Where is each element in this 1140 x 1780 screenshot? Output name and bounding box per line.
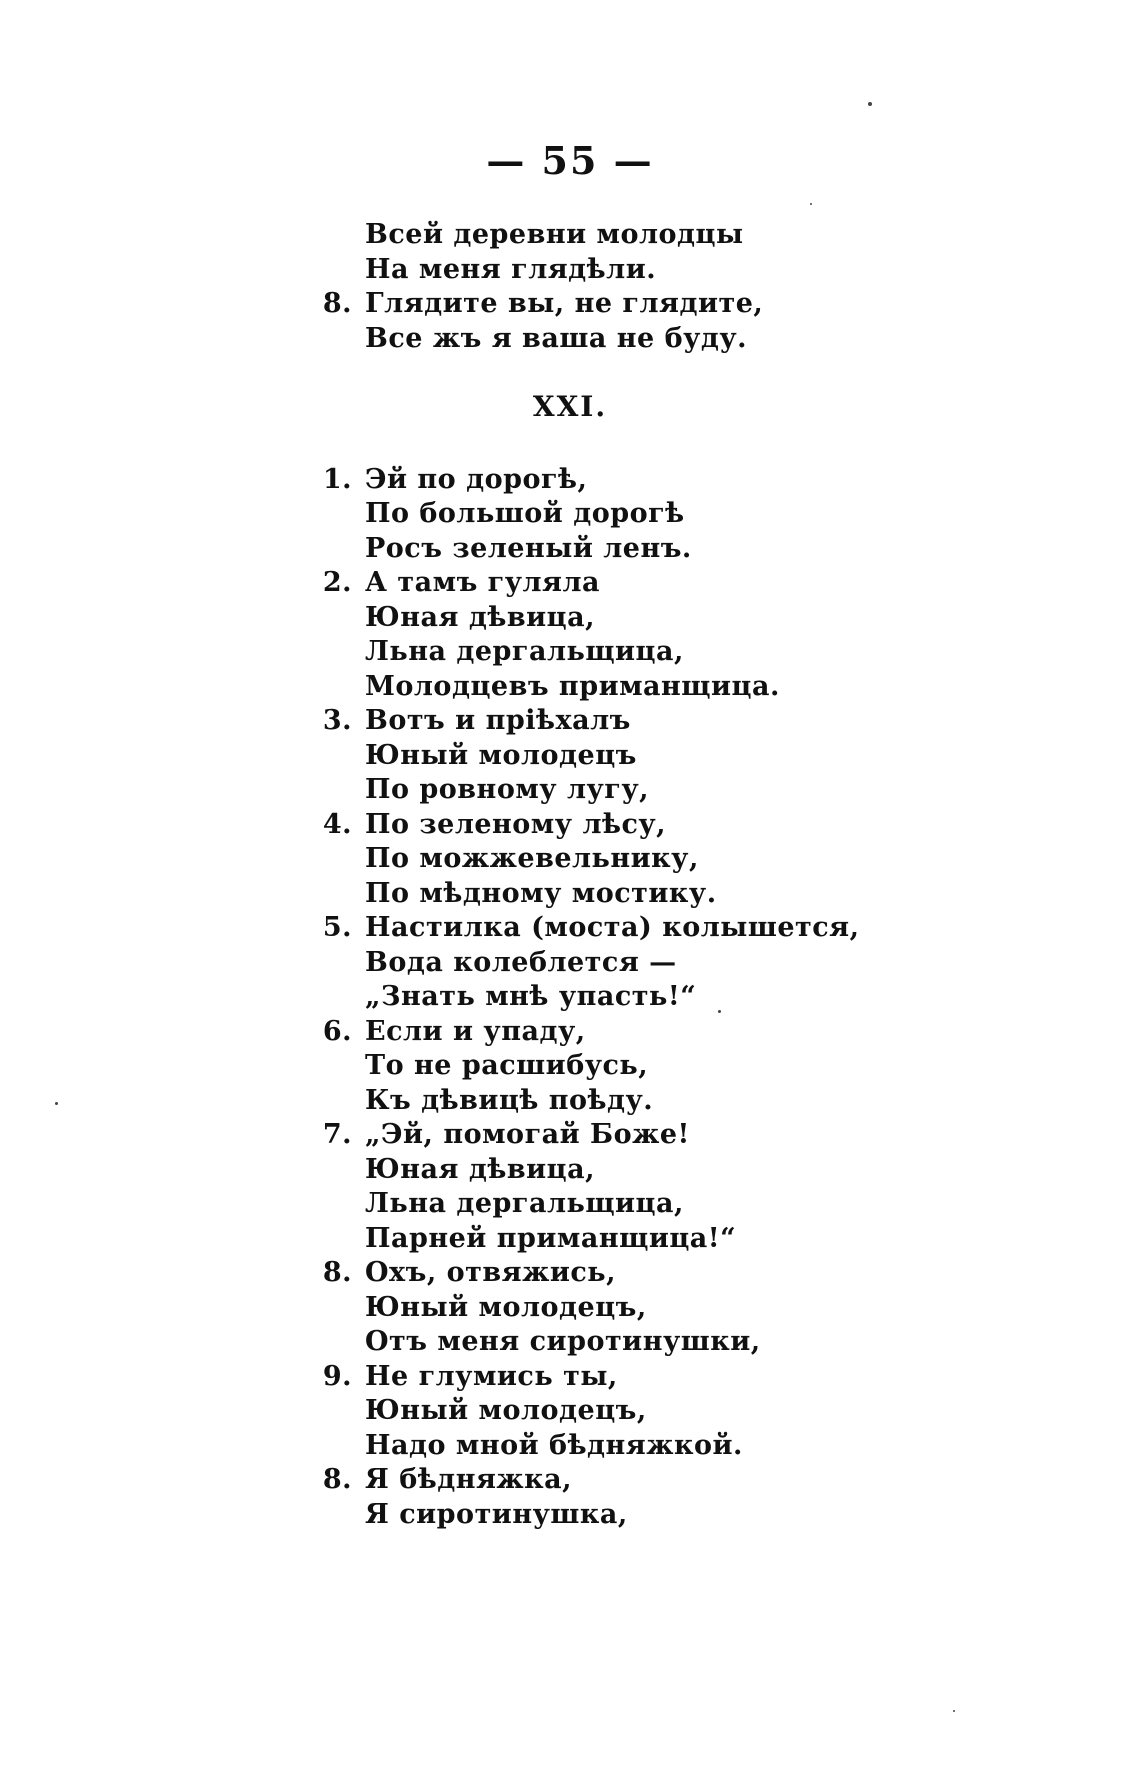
verse-line: [360, 1153, 880, 1188]
verse-text: Парней приманщица!“: [365, 1222, 737, 1254]
verse-text: Эй по дорогѣ,: [365, 463, 588, 495]
verse-text: Росъ зеленый ленъ.: [365, 532, 692, 564]
verse-line: [360, 635, 880, 670]
poem-body: [322, 218, 880, 1532]
scan-speck: [953, 1710, 955, 1712]
verse-line: [322, 808, 880, 843]
song-verses: [322, 463, 880, 1533]
page-number: — 55 —: [486, 138, 654, 183]
verse-line: [322, 1256, 880, 1291]
verse-line: [360, 497, 880, 532]
verse-text: Юный молодецъ,: [365, 1395, 647, 1426]
verse-line: [322, 566, 880, 601]
verse-text: Я бѣдняжка,: [365, 1464, 573, 1495]
verse-text: Молодцевъ приманщица.: [365, 670, 780, 702]
verse-line: [360, 253, 880, 288]
verse-line: [322, 1118, 880, 1153]
verse-number: 1.: [322, 463, 352, 495]
verse-line: [322, 463, 880, 498]
verse-number: 8.: [322, 1464, 352, 1495]
verse-text: Не глумись ты,: [365, 1360, 618, 1392]
verse-line: [360, 946, 880, 981]
verse-line: [360, 532, 880, 567]
scan-speck: [55, 1102, 58, 1105]
verse-text: Юная дѣвица,: [365, 601, 595, 633]
verse-number: 3.: [322, 705, 352, 736]
verse-line: [360, 1222, 880, 1257]
verse-line: [360, 322, 880, 357]
verse-number: 9.: [322, 1360, 352, 1392]
verse-text: Льна дергальщица,: [365, 1188, 684, 1219]
verse-text: Охъ, отвяжись,: [365, 1257, 617, 1288]
verse-line: [360, 670, 880, 705]
verse-text: Льна дергальщица,: [365, 636, 684, 667]
verse-text: „Эй, помогай Боже!: [365, 1119, 690, 1150]
verse-text: А тамъ гуляла: [365, 567, 601, 598]
verse-text: Надо мной бѣдняжкой.: [365, 1429, 743, 1461]
verse-text: Юный молодецъ: [365, 739, 637, 771]
verse-line: [360, 1394, 880, 1429]
verse-line: [360, 980, 880, 1015]
verse-text: „Знать мнѣ упасть!“: [365, 981, 697, 1012]
verse-line: [360, 1429, 880, 1464]
verse-text: Всей деревни молодцы: [365, 219, 744, 250]
verse-continuation: [322, 218, 880, 356]
verse-number: 7.: [322, 1119, 352, 1150]
scan-speck: [718, 1010, 721, 1013]
verse-line: [322, 1463, 880, 1498]
verse-text: По мѣдному мостику.: [365, 877, 717, 909]
verse-text: То не расшибусь,: [365, 1050, 649, 1081]
verse-line: [322, 704, 880, 739]
verse-line: [360, 1187, 880, 1222]
verse-line: [360, 842, 880, 877]
verse-line: [322, 287, 880, 322]
verse-number: 8.: [322, 288, 352, 319]
verse-text: Вода колеблется —: [365, 946, 677, 978]
verse-text: По зеленому лѣсу,: [365, 808, 667, 840]
verse-line: [360, 1084, 880, 1119]
verse-line: [360, 773, 880, 808]
verse-number: 2.: [322, 567, 352, 598]
verse-line: [322, 1015, 880, 1050]
verse-text: Настилка (моста) колышется,: [365, 912, 860, 943]
scan-speck: [810, 203, 812, 205]
verse-line: [360, 1498, 880, 1533]
verse-text: Отъ меня сиротинушки,: [365, 1326, 761, 1357]
verse-text: По большой дорогѣ: [365, 498, 685, 529]
section-heading: XXI.: [532, 390, 608, 423]
verse-number: 6.: [322, 1015, 352, 1047]
verse-text: По можжевельнику,: [365, 843, 699, 874]
verse-line: [322, 1360, 880, 1395]
verse-number: 4.: [322, 808, 352, 840]
verse-text: Глядите вы, не глядите,: [365, 288, 764, 319]
verse-line: [360, 739, 880, 774]
verse-line: [322, 911, 880, 946]
verse-text: Къ дѣвицѣ поѣду.: [365, 1084, 654, 1116]
verse-line: [360, 218, 880, 253]
verse-text: Вотъ и пріѣхалъ: [365, 705, 631, 736]
verse-line: [360, 1049, 880, 1084]
verse-line: [360, 1291, 880, 1326]
verse-line: [360, 601, 880, 636]
scan-speck: [868, 102, 872, 106]
verse-text: Если и упаду,: [365, 1015, 586, 1047]
verse-number: 8.: [322, 1257, 352, 1288]
verse-text: Юный молодецъ,: [365, 1291, 647, 1323]
verse-number: 5.: [322, 912, 352, 943]
verse-text: Все жъ я ваша не буду.: [365, 322, 748, 354]
verse-line: [360, 1325, 880, 1360]
verse-text: На меня глядѣли.: [365, 253, 657, 285]
verse-text: Я сиротинушка,: [365, 1498, 628, 1530]
verse-text: По ровному лугу,: [365, 774, 650, 805]
verse-line: [360, 877, 880, 912]
verse-text: Юная дѣвица,: [365, 1153, 595, 1185]
